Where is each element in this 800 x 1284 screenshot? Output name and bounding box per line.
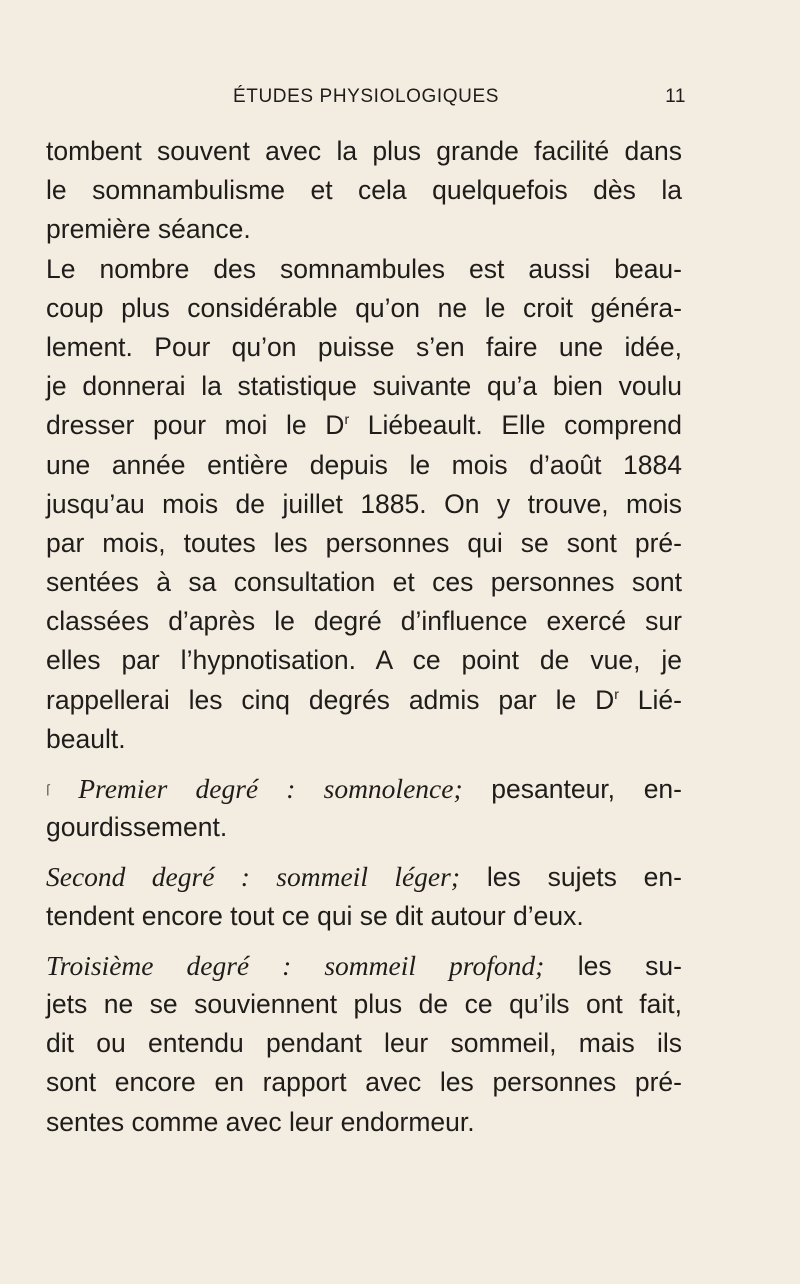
text-line: première séance. [46,214,251,245]
text-segment: pesanteur, en- [462,774,683,804]
paragraph-gap [46,936,682,946]
text-line: je donnerai la statistique suivante qu’a bien voulu [46,371,682,402]
text-line: gourdissement. [46,812,228,843]
text-line: dit ou entendu pendant leur sommeil, mais ils [46,1028,682,1059]
degree-term: Troisième degré : sommeil profond; [46,949,545,981]
paragraph-gap [46,759,682,769]
text-line: elles par l’hypnotisation. A ce point de vue, je [46,645,682,676]
text-line: tendent encore tout ce qui se dit autour d’eux. [46,900,584,931]
text-line: jusqu’au mois de juillet 1885. On y trouve, mois [46,488,682,519]
text-line: sont encore en rapport avec les personnes pré- [46,1067,682,1098]
text-segment: rappellerai les cinq degrés admis par le D [46,684,615,715]
text-line: tombent souvent avec la plus grande facilité dans [46,136,682,166]
text-line: par mois, toutes les personnes qui se sont pré- [46,527,682,558]
page-number: 11 [665,86,686,107]
paragraph-degree-3 [46,946,682,1142]
text-line: coup plus considérable qu’on ne le croit généra- [46,292,682,323]
paragraph-degree-2 [46,857,682,935]
text-line [46,946,682,985]
running-head [46,86,686,118]
text-line: sentes comme avec leur endormeur. [46,1106,475,1137]
text-line-with-superscript [46,681,682,720]
text-segment: Liébeault. Elle comprend [349,410,682,441]
text-line: sentées à sa consultation et ces personnes sont [46,567,682,598]
degree-term: Premier degré : somnolence; [78,773,463,804]
text-segment: les su- [544,950,682,981]
text-line: Le nombre des somnambules est aussi beau- [46,253,682,284]
text-line: une année entière depuis le mois d’août 1884 [46,449,682,480]
text-line [46,769,682,808]
text-segment: dresser pour moi le D [46,410,345,441]
paragraph-2 [46,250,682,759]
superscript: r [614,685,619,702]
text-line: beault. [46,723,126,754]
superscript: r [344,411,350,428]
text-line: le somnambulisme et cela quelquefois dès la [46,175,682,206]
text-line: classées d’après le degré d’influence exercé sur [46,606,682,637]
body-text [46,132,682,1142]
text-segment: Lié- [618,684,682,715]
paragraph-degree-1 [46,769,682,847]
text-segment: les sujets en- [460,862,682,893]
paragraph-gap [46,847,682,857]
margin-mark: ſ [46,782,50,800]
running-title: ÉTUDES PHYSIOLOGIQUES [233,86,499,107]
text-line-with-superscript [46,406,682,445]
degree-term: Second degré : sommeil léger; [46,861,460,893]
text-line: lement. Pour qu’on puisse s’en faire une idée, [46,331,682,362]
text-line: jets ne se souviennent plus de ce qu’ils ont fait, [46,988,682,1019]
paragraph-1 [46,132,682,250]
text-line [46,857,682,896]
